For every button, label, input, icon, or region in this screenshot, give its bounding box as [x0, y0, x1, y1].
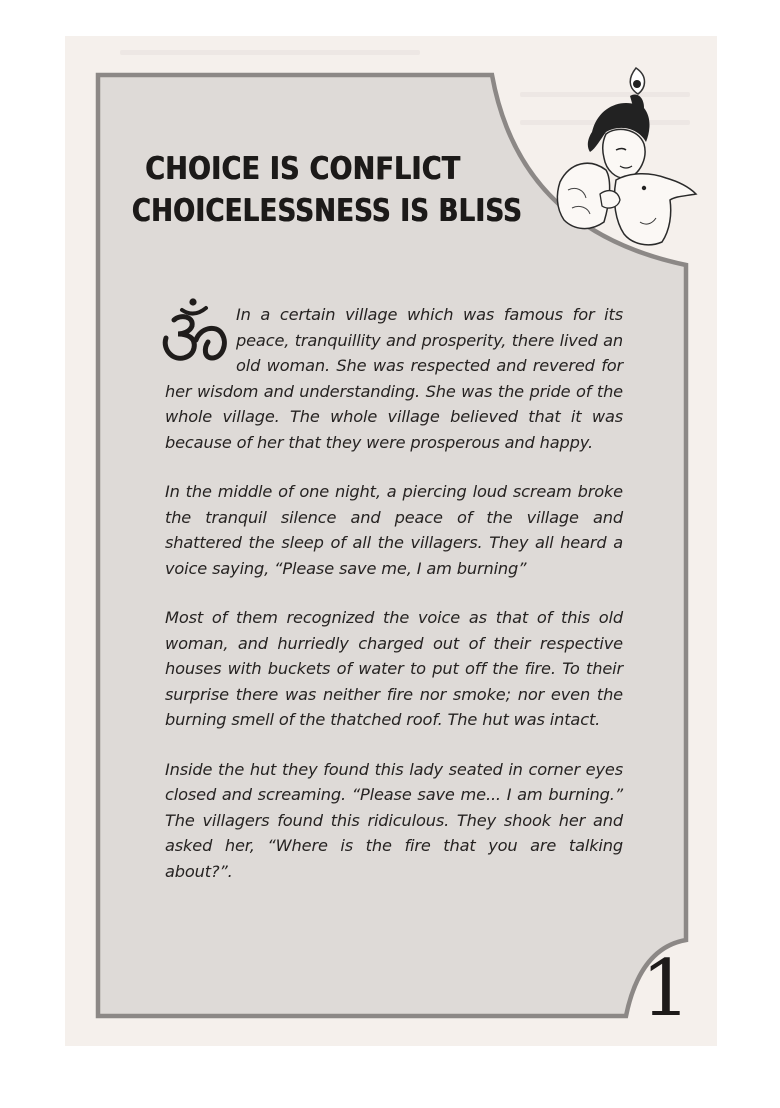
paragraph: Most of them recognized the voice as that of this old woman, and hurriedly charged out of their respective houses with buckets of water to put off the fire. To their surprise there was neither fire nor smoke; nor even the burning smell of the thatched roof. The hut was intact.: [165, 608, 623, 729]
krishna-with-calf-illustration: [520, 62, 700, 262]
chapter-title-line-2: CHOICELESSNESS IS BLISS: [132, 193, 523, 229]
paragraph: In the middle of one night, a piercing loud scream broke the tranquil silence and peace of the village and shattered the sleep of all the villagers. They all heard a voice saying, “Please save me, I am burning”: [165, 482, 623, 578]
story-text: [165, 302, 623, 908]
chapter-title-line-1: CHOICE IS CONFLICT: [145, 151, 461, 187]
paragraph: Inside the hut they found this lady seated in corner eyes closed and screaming. “Please save me... I am burning.” The villagers found this ridiculous. They shook her and asked her, “Where is the fire that you are talking about?”.: [165, 759, 623, 881]
page-number: 1: [641, 944, 691, 1034]
paragraph: In a certain village which was famous for its peace, tranquillity and prosperity, there lived an old woman. She was respected and revered for her wisdom and understanding. She was the pride of the whole village. The whole village believed that it was because of her that they were prosperous and happy.: [165, 305, 623, 452]
